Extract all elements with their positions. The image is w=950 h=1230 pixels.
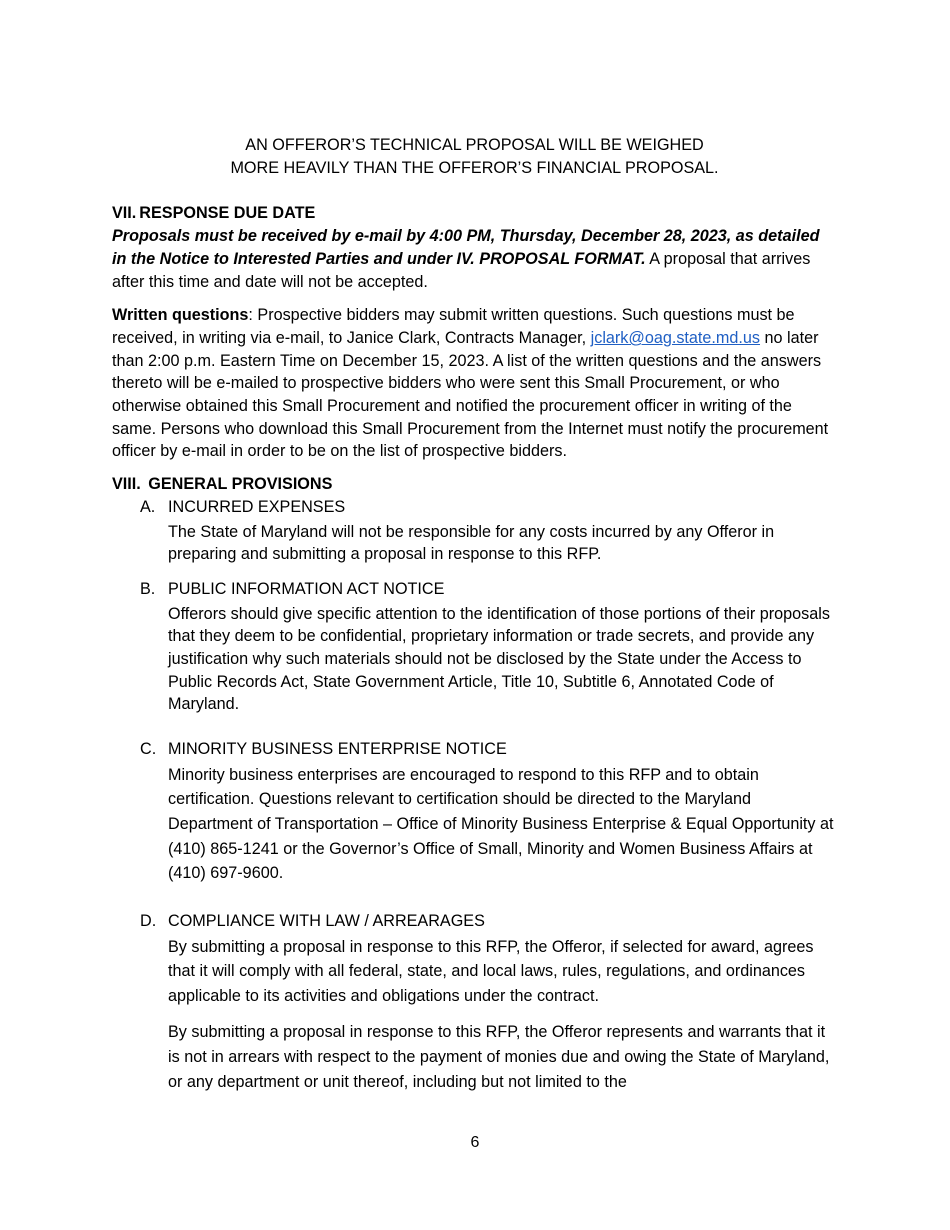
provision-item xyxy=(140,910,837,1094)
provision-body: By submitting a proposal in response to this RFP, the Offeror, if selected for award, agrees that it will comply with all federal, state, and local laws, rules, regulations, and ordinances applicable to its activities and obligations under the contract. xyxy=(168,937,814,1005)
section-vii-number: VII. xyxy=(112,204,137,223)
provision-title: PUBLIC INFORMATION ACT NOTICE xyxy=(168,579,445,598)
written-questions-text-2: no later than 2:00 p.m. Eastern Time on December 15, 2023. A list of the written questions and the answers thereto will be e-mailed to prospective bidders who were sent this Small Procurement, or who otherwise obtained this Small Procurement and notified the procurement officer in writing of the same. Persons who download this Small Procurement from the Internet must notify the procurement officer by e-mail in order to be on the list of prospective bidders. xyxy=(112,328,829,461)
provision-body-continued: By submitting a proposal in response to this RFP, the Offeror represents and warrants that it is not in arrears with respect to the payment of monies due and owing the State of Maryland, or any department or unit thereof, including but not limited to the xyxy=(168,1023,830,1091)
written-questions-paragraph xyxy=(112,304,837,463)
provision-title: MINORITY BUSINESS ENTERPRISE NOTICE xyxy=(168,740,507,759)
weighting-notice-line-2: MORE HEAVILY THAN THE OFFEROR’S FINANCIAL PROPOSAL. xyxy=(230,158,719,177)
provision-item xyxy=(140,578,837,716)
due-date-statement: Proposals must be received by e-mail by 4:00 PM, Thursday, December 28, 2023, as detailed in the Notice to Interested Parties and under IV. PROPOSAL FORMAT. xyxy=(112,227,820,268)
due-date-late-notice: A proposal that arrives after this time and date will not be accepted. xyxy=(112,249,811,291)
written-questions-label: Written questions xyxy=(112,306,249,325)
page-content xyxy=(112,134,837,1094)
provision-letter: D. xyxy=(140,911,157,930)
section-viii-heading xyxy=(112,473,837,496)
page-number: 6 xyxy=(470,1134,480,1151)
section-vii-title: RESPONSE DUE DATE xyxy=(139,204,316,223)
provision-item xyxy=(140,738,837,886)
written-questions-text-1: : Prospective bidders may submit written questions. Such questions must be received, in writing via e-mail, to Janice Clark, Contracts Manager, xyxy=(112,306,795,347)
contact-email-link[interactable]: jclark@oag.state.md.us xyxy=(590,328,761,347)
provision-body: The State of Maryland will not be responsible for any costs incurred by any Offeror in preparing and submitting a proposal in response to this RFP. xyxy=(168,522,775,564)
weighting-notice xyxy=(112,134,837,179)
provision-body: Offerors should give specific attention to the identification of those portions of their proposals that they deem to be confidential, proprietary information or trade secrets, and provide any justification why such materials should not be disclosed by the State under the Access to Public Records Act, State Government Article, Title 10, Subtitle 6, Annotated Code of Maryland. xyxy=(168,604,830,714)
provision-item xyxy=(140,496,837,566)
provision-letter: C. xyxy=(140,740,157,759)
provision-body: Minority business enterprises are encouraged to respond to this RFP and to obtain certification. Questions relevant to certification should be directed to the Maryland Department of Transportation – Office of Minority Business Enterprise & Equal Opportunity at (410) 865-1241 or the Governor’s Office of Small, Minority and Women Business Affairs at (410) 697-9600. xyxy=(168,765,834,883)
provision-title: COMPLIANCE WITH LAW / ARREARAGES xyxy=(168,911,485,930)
due-date-paragraph xyxy=(112,225,837,293)
provision-letter: A. xyxy=(140,497,156,516)
section-viii-number: VIII. xyxy=(112,475,141,494)
provision-letter: B. xyxy=(140,579,156,598)
section-viii-title: GENERAL PROVISIONS xyxy=(148,475,333,494)
provision-title: INCURRED EXPENSES xyxy=(168,497,346,516)
general-provisions-list xyxy=(140,496,837,1094)
weighting-notice-line-1: AN OFFEROR’S TECHNICAL PROPOSAL WILL BE WEIGHED xyxy=(245,136,704,154)
section-vii-heading xyxy=(112,202,837,225)
